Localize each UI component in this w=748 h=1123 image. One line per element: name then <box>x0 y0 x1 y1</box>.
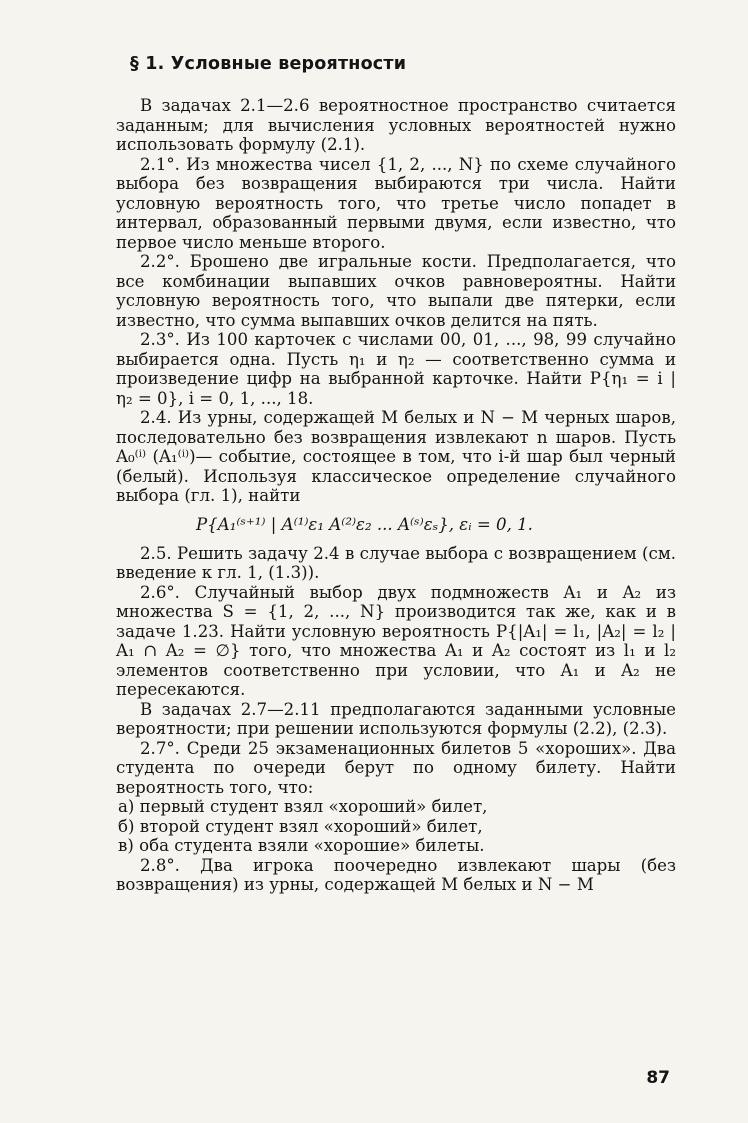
section-title: § 1. Условные вероятности <box>130 54 407 74</box>
display-formula: P{A₁⁽ˢ⁺¹⁾ | A⁽¹⁾ε₁ A⁽²⁾ε₂ ... A⁽ˢ⁾εₛ}, εᵢ = 0, 1. <box>196 514 533 534</box>
list-item-b: б) второй студент взял «хороший» билет, <box>118 816 483 836</box>
problem-2-3: 2.3°. Из 100 карточек с числами 00, 01, ..., 98, 99 случайно выбирается одна. Пусть η₁ и η₂ — соответственно сумма и произведение цифр на выбранной карточке. Найти P{η₁ = i | η₂ = 0}, i = 0, 1, ..., 18. <box>116 330 676 408</box>
text-column <box>116 54 676 895</box>
problem-2-7: 2.7°. Среди 25 экзаменационных билетов 5 «хороших». Два студента по очереди берут по одному билету. Найти вероятность того, что: <box>116 738 676 797</box>
list-item-c: в) оба студента взяли «хорошие» билеты. <box>118 836 485 855</box>
paragraph-conditional: В задачах 2.7—2.11 предполагаются заданными условные вероятности; при решении используются формулы (2.2), (2.3). <box>116 699 676 738</box>
problem-2-2: 2.2°. Брошено две игральные кости. Предполагается, что все комбинации выпавших очков равновероятны. Найти условную вероятность того, что выпали две пятерки, если известно, что сумма выпавших очков делится на пять. <box>116 252 676 330</box>
problem-2-6: 2.6°. Случайный выбор двух подмножеств A₁ и A₂ из множества S = {1, 2, ..., N} производится так же, как и в задаче 1.23. Найти условную вероятность P{|A₁| = l₁, |A₂| = l₂ | A₁ ∩ A₂ = ∅} того, что множества A₁ и A₂ состоят из l₁ и l₂ элементов соответственно при условии, что A₁ и A₂ не пересекаются. <box>116 582 676 699</box>
paragraph-intro: В задачах 2.1—2.6 вероятностное пространство считается заданным; для вычисления условных вероятностей нужно использовать формулу (2.1). <box>116 96 676 154</box>
problem-2-5: 2.5. Решить задачу 2.4 в случае выбора с возвращением (см. введение к гл. 1, (1.3)). <box>116 543 676 582</box>
problem-2-1: 2.1°. Из множества чисел {1, 2, ..., N} по схеме случайного выбора без возвращения выбираются три числа. Найти условную вероятность того, что третье число попадет в интервал, образованный первыми двумя, если известно, что первое число меньше второго. <box>116 154 676 252</box>
problem-2-4: 2.4. Из урны, содержащей M белых и N − M черных шаров, последовательно без возвращения извлекают n шаров. Пусть A₀⁽ⁱ⁾ (A₁⁽ⁱ⁾)— событие, состоящее в том, что i-й шар был черный (белый). Используя классическое определение случайного выбора (гл. 1), найти <box>116 408 676 505</box>
page-number: 87 <box>646 1068 670 1088</box>
list-item-a: а) первый студент взял «хороший» билет, <box>118 797 488 816</box>
problem-2-8: 2.8°. Два игрока поочередно извлекают шары (без возвращения) из урны, содержащей M белых и N − M <box>116 855 676 894</box>
